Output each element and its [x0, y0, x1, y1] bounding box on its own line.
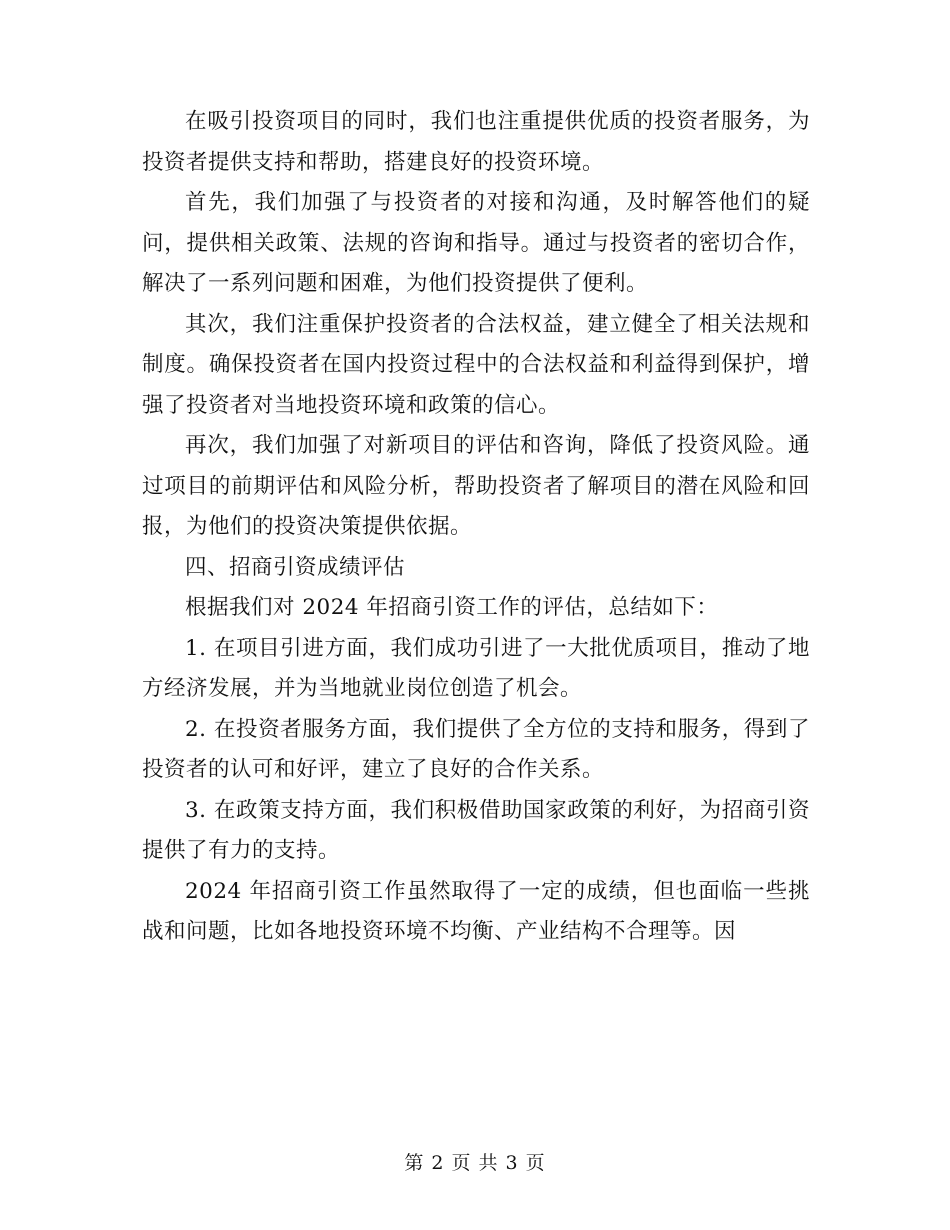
list-item-2: 2. 在投资者服务方面，我们提供了全方位的支持和服务，得到了投资者的认可和好评，建立了良好的合作关系。 — [142, 716, 810, 782]
section-heading: 四、招商引资成绩评估 — [185, 554, 406, 580]
paragraph-second: 其次，我们注重保护投资者的合法权益，建立健全了相关法规和制度。确保投资者在国内投资过程中的合法权益和利益得到保护，增强了投资者对当地投资环境和政策的信心。 — [142, 311, 810, 418]
paragraph-investor-services: 在吸引投资项目的同时，我们也注重提供优质的投资者服务，为投资者提供支持和帮助，搭建良好的投资环境。 — [142, 109, 810, 175]
document-body — [142, 102, 810, 953]
list-item-3: 3. 在政策支持方面，我们积极借助国家政策的利好，为招商引资提供了有力的支持。 — [142, 797, 810, 863]
paragraph-first: 首先，我们加强了与投资者的对接和沟通，及时解答他们的疑问，提供相关政策、法规的咨询和指导。通过与投资者的密切合作，解决了一系列问题和困难，为他们投资提供了便利。 — [142, 190, 810, 296]
page-number-footer: 第 2 页 共 3 页 — [404, 1152, 546, 1174]
paragraph-third: 再次，我们加强了对新项目的评估和咨询，降低了投资风险。通过项目的前期评估和风险分析，帮助投资者了解项目的潜在风险和回报，为他们的投资决策提供依据。 — [142, 433, 810, 539]
list-item-1: 1. 在项目引进方面，我们成功引进了一大批优质项目，推动了地方经济发展，并为当地就业岗位创造了机会。 — [142, 635, 810, 701]
paragraph-conclusion: 2024 年招商引资工作虽然取得了一定的成绩，但也面临一些挑战和问题，比如各地投资环境不均衡、产业结构不合理等。因 — [142, 878, 810, 944]
paragraph-summary-intro: 根据我们对 2024 年招商引资工作的评估，总结如下： — [185, 595, 719, 620]
